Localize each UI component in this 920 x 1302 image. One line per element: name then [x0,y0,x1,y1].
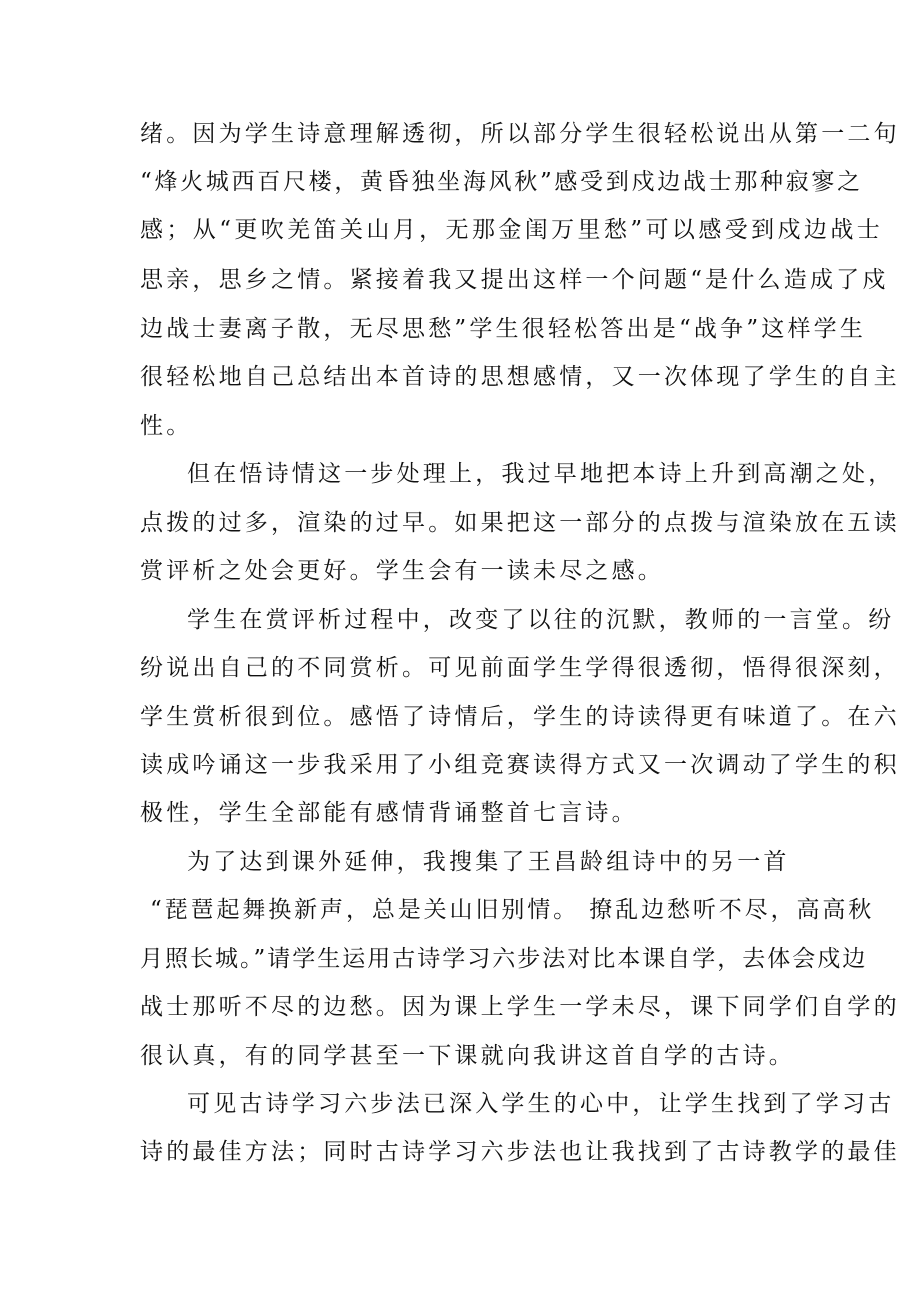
text-line: “烽火城西百尺楼，黄昏独坐海风秋”感受到戍边战士那种寂寥之 [140,169,863,195]
paragraph-first-line: 但在悟诗情这一步处理上，我过早地把本诗上升到高潮之处， [187,461,895,487]
text-line: 月照长城。”请学生运用古诗学习六步法对比本课自学，去体会戍边 [140,946,868,972]
text-line: 战士那听不尽的边愁。因为课上学生一学未尽，课下同学们自学的 [140,994,900,1020]
text-line: 很轻松地自己总结出本首诗的思想感情，又一次体现了学生的自主 [140,364,900,390]
text-line: “琵琶起舞换新声，总是关山旧别情。 撩乱边愁听不尽，高高秋 [150,897,875,923]
text-line: 点拨的过多，渲染的过早。如果把这一部分的点拨与渲染放在五读 [140,510,900,536]
paragraph-first-line: 学生在赏评析过程中，改变了以往的沉默，教师的一言堂。纷 [187,607,895,633]
text-line: 很认真，有的同学甚至一下课就向我讲这首自学的古诗。 [140,1043,795,1069]
text-line: 性。 [140,413,193,439]
text-line: 读成吟诵这一步我采用了小组竞赛读得方式又一次调动了学生的积 [140,752,900,778]
text-line: 学生赏析很到位。感悟了诗情后，学生的诗读得更有味道了。在六 [140,704,900,730]
text-line: 思亲，思乡之情。紧接着我又提出这样一个问题“是什么造成了戍 [140,267,889,293]
text-line: 感；从“更吹羌笛关山月，无那金闺万里愁”可以感受到戍边战士 [140,217,884,243]
paragraph-first-line: 为了达到课外延伸，我搜集了王昌龄组诗中的另一首 [187,849,790,875]
text-line: 诗的最佳方法；同时古诗学习六步法也让我找到了古诗教学的最佳 [140,1139,900,1165]
text-line: 纷说出自己的不同赏析。可见前面学生学得很透彻，悟得很深刻， [140,655,900,681]
text-line: 极性，学生全部能有感情背诵整首七言诗。 [140,800,638,826]
text-line: 绪。因为学生诗意理解透彻，所以部分学生很轻松说出从第一二句 [140,121,900,147]
text-line: 边战士妻离子散，无尽思愁”学生很轻松答出是“战争”这样学生 [140,316,867,342]
text-line: 赏评析之处会更好。学生会有一读未尽之感。 [140,558,664,584]
paragraph-first-line: 可见古诗学习六步法已深入学生的心中，让学生找到了学习古 [187,1091,895,1117]
